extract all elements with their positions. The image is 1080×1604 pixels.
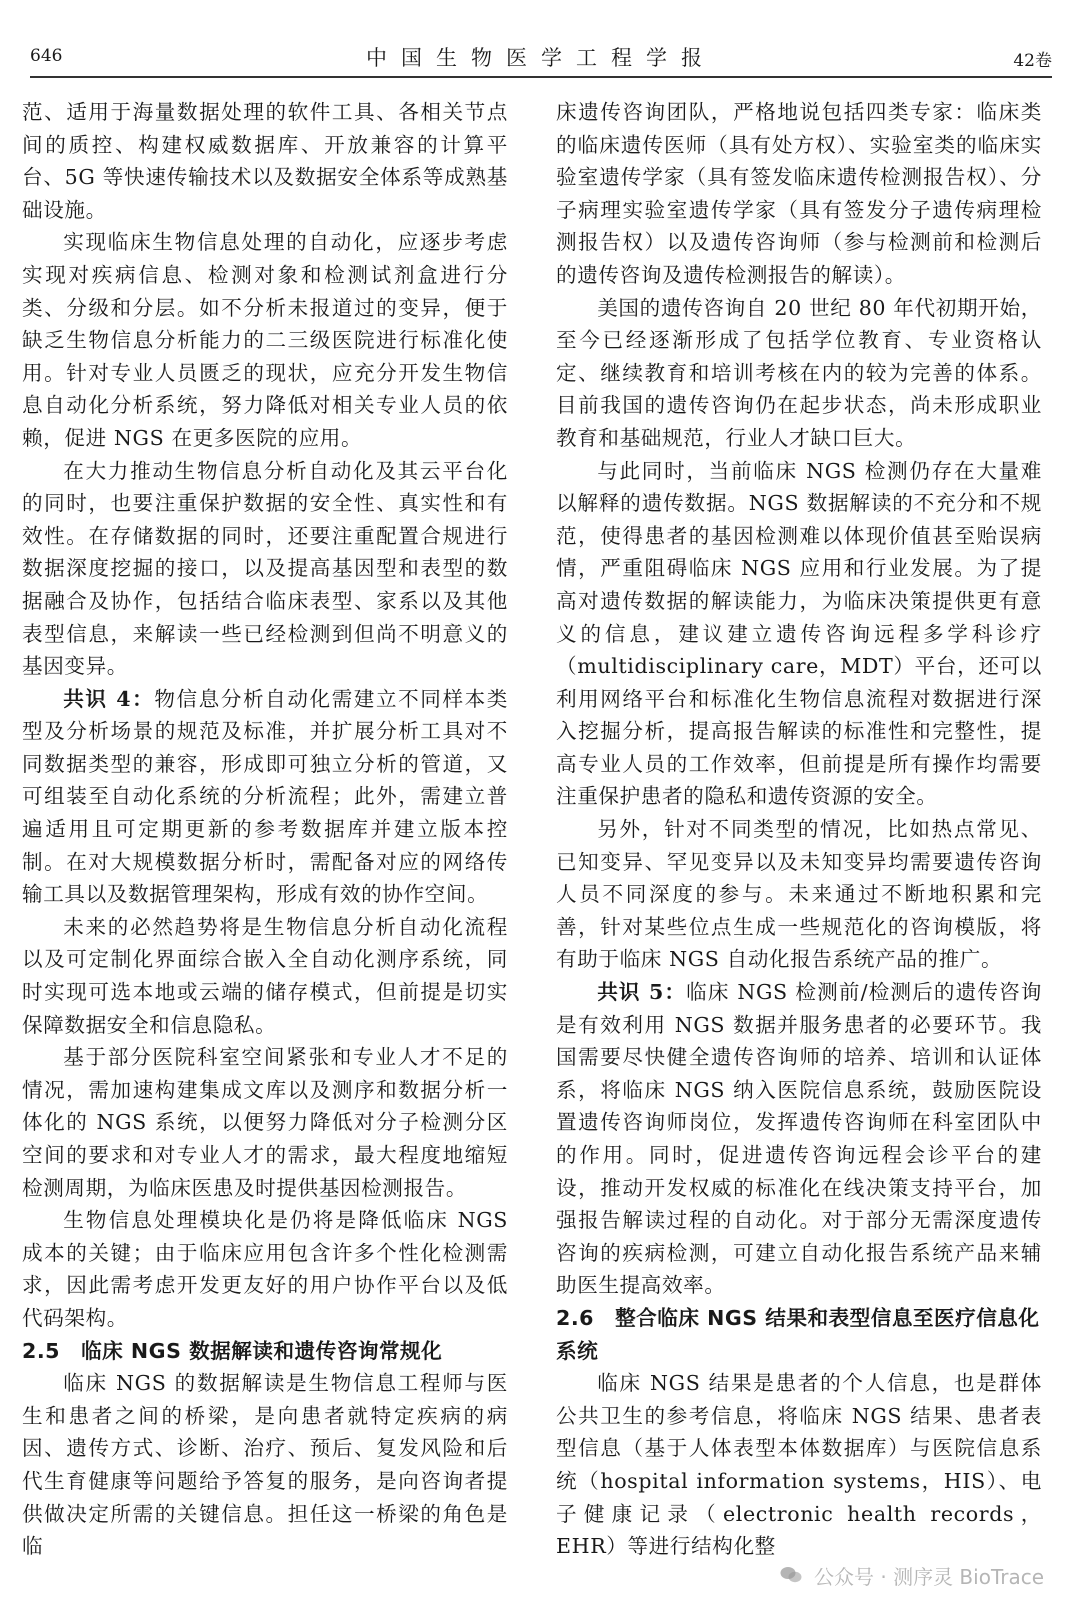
watermark-text: 公众号 · 测序灵 BioTrace <box>814 1565 1044 1589</box>
watermark <box>780 1561 1044 1590</box>
consensus-label: 共识 5： <box>597 980 687 1005</box>
paragraph: 美国的遗传咨询自 20 世纪 80 年代初期开始，至今已经逐渐形成了包括学位教育、专业资格认定、继续教育和培训考核在内的较为完善的体系。目前我国的遗传咨询仍在起步状态，尚未形成职业教育和基础规范，行业人才缺口巨大。 <box>556 295 1042 450</box>
paragraph: 基于部分医院科室空间紧张和专业人才不足的情况，需加速构建集成文库以及测序和数据分析一体化的 NGS 系统，以便努力降低对分子检测分区空间的要求和对专业人才的需求，最大程度地缩短检测周期，为临床医患及时提供基因检测报告。 <box>22 1045 508 1200</box>
paragraph: 生物信息处理模块化是仍将是降低临床 NGS 成本的关键；由于临床应用包含许多个性化检测需求，因此需考虑开发更友好的用户协作平台以及低代码架构。 <box>22 1208 508 1330</box>
paragraph-text: 物信息分析自动化需建立不同样本类型及分析场景的规范及标准，并扩展分析工具对不同数据类型的兼容，形成即可独立分析的管道，又可组装至自动化系统的分析流程；此外，需建立普遍适用且可定期更新的参考数据库并建立版本控制。在对大规模数据分析时，需配备对应的网络传输工具以及数据管理架构，形成有效的协作空间。 <box>22 686 508 907</box>
volume-number: 42卷 <box>1013 51 1052 71</box>
consensus-5-paragraph <box>556 976 1042 1302</box>
consensus-label: 共识 4： <box>63 686 155 711</box>
section-heading-2-5: 2.5 临床 NGS 数据解读和遗传咨询常规化 <box>22 1338 443 1363</box>
wechat-icon <box>780 1565 802 1589</box>
paragraph: 未来的必然趋势将是生物信息分析自动化流程以及可定制化界面综合嵌入全自动化测序系统，同时实现可选本地或云端的储存模式，但前提是切实保障数据安全和信息隐私。 <box>22 914 508 1037</box>
paragraph: 临床 NGS 的数据解读是生物信息工程师与医生和患者之间的桥梁，是向患者就特定疾病的病因、遗传方式、诊断、治疗、预后、复发风险和后代生育健康等问题给予答复的服务，是向咨询者提供做决定所需的关键信息。担任这一桥梁的角色是临 <box>22 1371 508 1559</box>
section-heading-2-6: 2.6 整合临床 NGS 结果和表型信息至医疗信息化系统 <box>556 1305 1040 1363</box>
paragraph: 临床 NGS 结果是患者的个人信息，也是群体公共卫生的参考信息，将临床 NGS 结果、患者表型信息（基于人体表型本体数据库）与医院信息系统（hospital information systems，HIS）、电子健康记录（electronic health records，EHR）等进行结构化整 <box>556 1371 1042 1559</box>
page-header <box>30 40 1052 78</box>
left-column <box>22 96 508 1563</box>
paragraph: 床遗传咨询团队，严格地说包括四类专家：临床类的临床遗传医师（具有处方权）、实验室类的临床实验室遗传学家（具有签发临床遗传检测报告权）、分子病理实验室遗传学家（具有签发分子遗传病理检测报告权）以及遗传咨询师（参与检测前和检测后的遗传咨询及遗传检测报告的解读）。 <box>556 100 1042 287</box>
paragraph: 实现临床生物信息处理的自动化，应逐步考虑实现对疾病信息、检测对象和检测试剂盒进行分类、分级和分层。如不分析未报道过的变异，便于缺乏生物信息分析能力的二三级医院进行标准化使用。针对专业人员匮乏的现状，应充分开发生物信息自动化分析系统，努力降低对相关专业人员的依赖，促进 NGS 在更多医院的应用。 <box>22 230 508 450</box>
right-column <box>556 96 1042 1563</box>
paragraph: 另外，针对不同类型的情况，比如热点常见、已知变异、罕见变异以及未知变异均需要遗传咨询人员不同深度的参与。未来通过不断地积累和完善，针对某些位点生成一些规范化的咨询模版，将有助于临床 NGS 自动化报告系统产品的推广。 <box>556 817 1042 972</box>
consensus-4-paragraph <box>22 683 508 911</box>
paragraph-text: 临床 NGS 检测前/检测后的遗传咨询是有效利用 NGS 数据并服务患者的必要环节。我国需要尽快健全遗传咨询师的培养、培训和认证体系，将临床 NGS 纳入医院信息系统，鼓励医院设置遗传咨询师岗位，发挥遗传咨询师在科室团队中的作用。同时，促进遗传咨询远程会诊平台的建设，推动开发权威的标准化在线决策支持平台，加强报告解读过程的自动化。对于部分无需深度遗传咨询的疾病检测，可建立自动化报告系统产品来辅助医生提高效率。 <box>556 980 1042 1298</box>
journal-title: 中国生物医学工程学报 <box>366 46 716 70</box>
paragraph: 在大力推动生物信息分析自动化及其云平台化的同时，也要注重保护数据的安全性、真实性和有效性。在存储数据的同时，还要注重配置合规进行数据深度挖掘的接口，以及提高基因型和表型的数据融合及协作，包括结合临床表型、家系以及其他表型信息，来解读一些已经检测到但尚不明意义的基因变异。 <box>22 458 508 679</box>
page-number: 646 <box>30 46 63 66</box>
paragraph: 范、适用于海量数据处理的软件工具、各相关节点间的质控、构建权威数据库、开放兼容的计算平台、5G 等快速传输技术以及数据安全体系等成熟基础设施。 <box>22 100 508 222</box>
paragraph: 与此同时，当前临床 NGS 检测仍存在大量难以解释的遗传数据。NGS 数据解读的不充分和不规范，使得患者的基因检测难以体现价值甚至贻误病情，严重阻碍临床 NGS 应用和行业发展。为了提高对遗传数据的解读能力，为临床决策提供更有意义的信息，建议建立遗传咨询远程多学科诊疗（multidisciplinary care，MDT）平台，还可以利用网络平台和标准化生物信息流程对数据进行深入挖掘分析，提高报告解读的标准性和完整性，提高专业人员的工作效率，但前提是所有操作均需要注重保护患者的隐私和遗传资源的安全。 <box>556 458 1042 809</box>
